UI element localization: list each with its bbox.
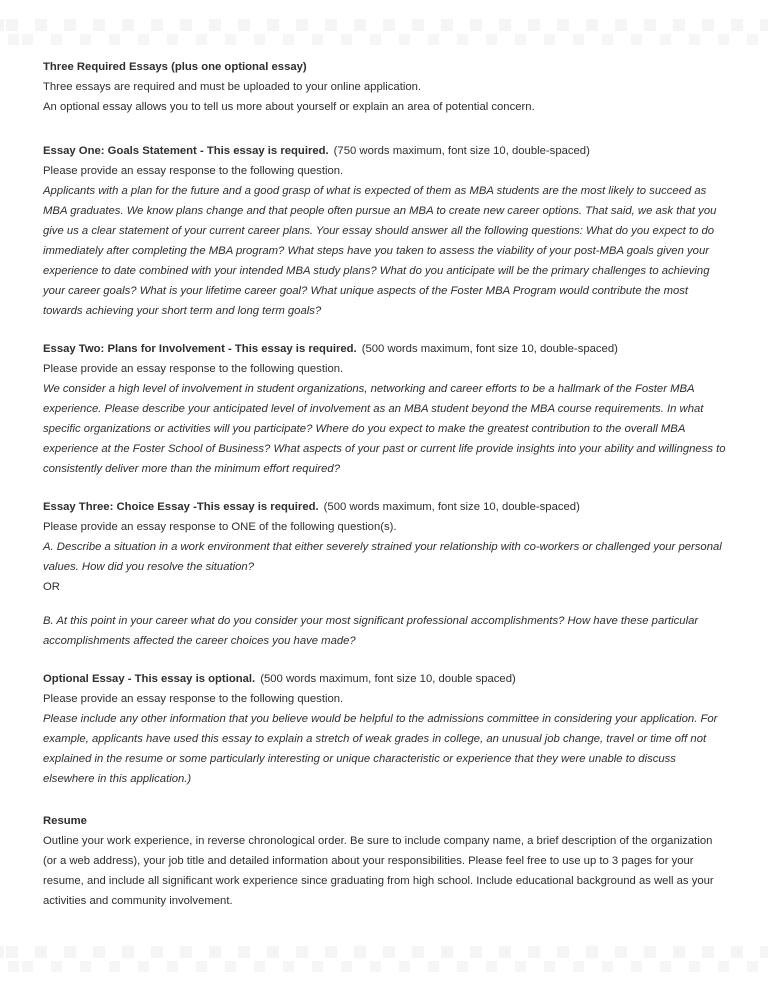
essay-one-title: Essay One: Goals Statement - This essay is required. <box>43 145 329 157</box>
essay-one-instruction: Please provide an essay response to the following question. <box>43 165 344 177</box>
optional-essay-note: (500 words maximum, font size 10, double spaced) <box>260 673 516 685</box>
resume-body: Outline your work experience, in reverse chronological order. Be sure to include company name, a brief description of the organization (or a web address), your job title and detailed information about your responsibilities. Please feel free to use up to 3 pages for your resume, and include all significant work experience since graduating from high school. Include educational background as well as your activities and community involvement. <box>43 835 714 907</box>
essay-one-section <box>43 141 727 321</box>
essay-two-prompt: We consider a high level of involvement in student organizations, networking and career efforts to be a hallmark of the Foster MBA experience. Please describe your anticipated level of involvement as an MBA student beyond the MBA course requirements. In what specific organizations or activities will you participate? Where do you expect to make the greatest contribution to the overall MBA experience at the Foster School of Business? What aspects of your past or current life provide insights into your ability and willingness to consistently deliver more than the minimum effort required? <box>43 383 726 475</box>
essay-one-heading <box>43 141 727 161</box>
essay-two-section <box>43 339 727 479</box>
essay-two-instruction: Please provide an essay response to the following question. <box>43 363 344 375</box>
watermark-band-bottom <box>0 944 768 974</box>
essay-two-title: Essay Two: Plans for Involvement - This essay is required. <box>43 343 357 355</box>
essay-two-note: (500 words maximum, font size 10, double-spaced) <box>361 343 618 355</box>
intro-section <box>43 57 727 117</box>
intro-line-1: Three essays are required and must be uploaded to your online application. <box>43 81 422 93</box>
resume-section <box>43 811 727 911</box>
intro-line-2: An optional essay allows you to tell us more about yourself or explain an area of potential concern. <box>43 101 535 113</box>
essay-three-option-b: B. At this point in your career what do you consider your most significant professional accomplishments? How have these particular accomplishments affected the career choices you have made? <box>43 615 699 647</box>
document-content <box>43 57 727 911</box>
resume-heading: Resume <box>43 815 87 827</box>
essay-three-note: (500 words maximum, font size 10, double-spaced) <box>323 501 580 513</box>
optional-essay-heading <box>43 669 727 689</box>
watermark-band-top <box>0 17 768 47</box>
optional-essay-instruction: Please provide an essay response to the following question. <box>43 693 344 705</box>
essay-three-title: Essay Three: Choice Essay -This essay is required. <box>43 501 319 513</box>
essay-three-instruction: Please provide an essay response to ONE of the following question(s). <box>43 521 397 533</box>
essay-one-note: (750 words maximum, font size 10, double-spaced) <box>333 145 590 157</box>
intro-heading: Three Required Essays (plus one optional essay) <box>43 61 307 73</box>
essay-two-heading <box>43 339 727 359</box>
essay-three-heading <box>43 497 727 517</box>
essay-one-prompt: Applicants with a plan for the future and a good grasp of what is expected of them as MBA students are the most likely to succeed as MBA graduates. We know plans change and that people often pursue an MBA to create new career options. That said, we ask that you give us a clear statement of your current career plans. Your essay should answer all the following questions: What do you expect to do immediately after completing the MBA program? What steps have you taken to assess the viability of your post-MBA goals given your experience to date combined with your intended MBA study plans? What do you anticipate will be the primary challenges to achieving your career goals? What is your lifetime career goal? What unique aspects of the Foster MBA Program would contribute the most towards achieving your short term and long term goals? <box>43 185 717 317</box>
optional-essay-title: Optional Essay - This essay is optional. <box>43 673 256 685</box>
essay-three-or-separator: OR <box>43 581 60 593</box>
essay-three-section <box>43 497 727 651</box>
essay-three-option-a: A. Describe a situation in a work environment that either severely strained your relationship with co-workers or challenged your personal values. How did you resolve the situation? <box>43 541 722 573</box>
optional-essay-section <box>43 669 727 789</box>
optional-essay-prompt: Please include any other information that you believe would be helpful to the admissions committee in considering your application. For example, applicants have used this essay to explain a stretch of weak grades in college, an unusual job change, travel or time off not explained in the resume or some particularly interesting or unique characteristic or experience that they were unable to discuss elsewhere in this application.) <box>43 713 718 785</box>
